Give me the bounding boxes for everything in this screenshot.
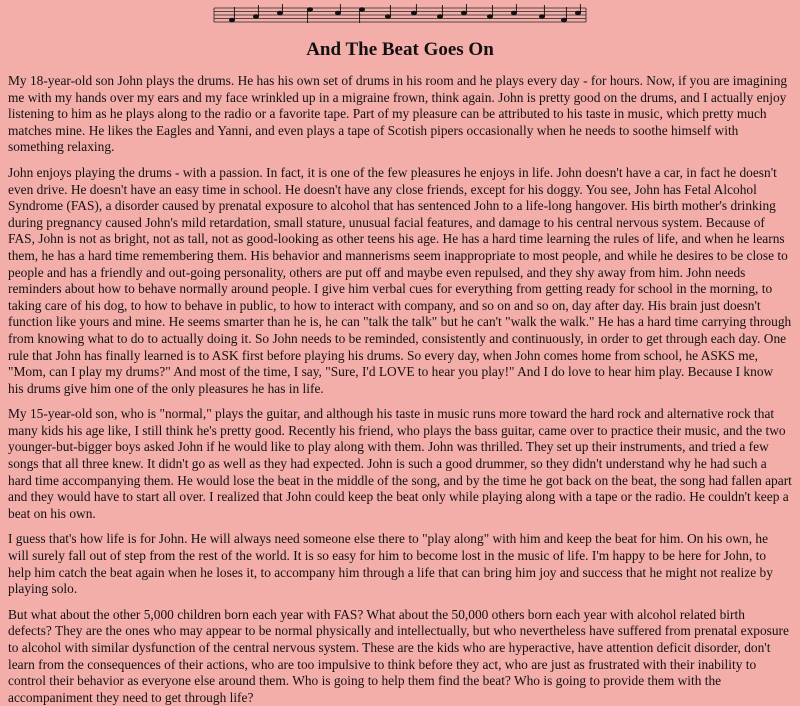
paragraph-3: My 15-year-old son, who is "normal," plays the guitar, and although his taste in music runs more toward the hard rock and alternative rock that many kids his age like, I still think he's pretty good. Recently his friend, who plays the bass guitar, came over to practice their music, and the two younger-but-bigger boys asked John if he would like to play along with them. John was thrilled. They set up their instruments, and tried a few songs that all three knew. It didn't go as well as they had expected. John is such a good drummer, so they didn't understand why he had such a hard time accompanying them. He would lose the beat in the middle of the song, and by the time he got back on the beat, the song had fallen apart and they would have to start all over. I realized that John could keep the beat only while playing along with a tape or the radio. He couldn't keep a beat on his own. [8, 406, 792, 521]
page [0, 4, 800, 705]
paragraph-5: But what about the other 5,000 children born each year with FAS? What about the 50,000 others born each year with alcohol related birth defects? They are the ones who may appear to be normal physically and intellectually, but who nevertheless have suffered from prenatal exposure to alcohol with similar dysfunction of the central nervous system. These are the kids who are hyperactive, have attention deficit disorder, don't learn from the consequences of their actions, who are too impulsive to think before they act, who are just as frustrated with their inability to control their behavior as everyone else around them. Who is going to help them find the beat? Who is going to provide them with the accompaniment they need to get through life? [8, 606, 789, 705]
paragraph-1: My 18-year-old son John plays the drums. He has his own set of drums in his room and he plays every day - for hours. Now, if you are imagining me with my hands over my ears and my face wrinkled up in a migraine frown, think again. John is pretty good on the drums, and I actually enjoy listening to him as he plays along to the radio or a favorite tape. Part of my pleasure can be attributed to his taste in music, which pretty much matches mine. He likes the Eagles and Yanni, and even plays a tape of Scotish pipers occasionally when he needs to soothe himself with something relaxing. [8, 73, 788, 155]
article-body [8, 73, 792, 706]
paragraph-2: John enjoys playing the drums - with a passion. In fact, it is one of the few pleasures he enjoys in life. John doesn't have a car, in fact he doesn't even drive. He doesn't have an easy time in school. He doesn't have any close friends, except for his doggy. You see, John has Fetal Alcohol Syndrome (FAS), a disorder caused by prenatal exposure to alcohol that has sentenced John to a life-long hangover. His birth mother's drinking during pregnancy caused John's mild retardation, small stature, unusual facial features, and damage to his central nervous system. Because of FAS, John is not as bright, not as tall, not as good-looking as other teens his age. He has a hard time learning the rules of life, and when he learns them, he has a hard time remembering them. His behavior and mannerisms seem inappropriate to most people, and while he desires to be close to people and has a friendly and out-going personality, others are put off and maybe even repulsed, and they shy away from him. John needs reminders about how to behave normally around people. I give him verbal cues for everything from getting ready for school in the morning, to taking care of his dog, to how to behave in public, to how to interact with company, and so on and so on, day after day. His brain just doesn't function like yours and mine. He seems smarter than he is, he can "talk the talk" but he can't "walk the walk." He has a hard time carrying through from knowing what to do to actually doing it. So John needs to be reminded, consistently and continuously, in order to get through each day. One rule that John has finally learned is to ASK first before playing his drums. So every day, when John comes home from school, he ASKS me, "Mom, can I play my drums?" And most of the time, I say, "Sure, I'd LOVE to hear you play!" And I do love to hear him play. Because I know his drums give him one of the only pleasures he has in life. [8, 164, 792, 396]
page-title: And The Beat Goes On [306, 39, 494, 60]
music-staff-icon [212, 4, 588, 26]
paragraph-4: I guess that's how life is for John. He will always need someone else there to "play along" with him and keep the beat for him. On his own, he will surely fall out of step from the rest of the world. It is so easy for him to become lost in the music of life. I'm happy to be here for John, to help him catch the beat again when he loses it, to accompany him through a life that can bring him joy and success that he might not realize by playing solo. [8, 531, 773, 597]
